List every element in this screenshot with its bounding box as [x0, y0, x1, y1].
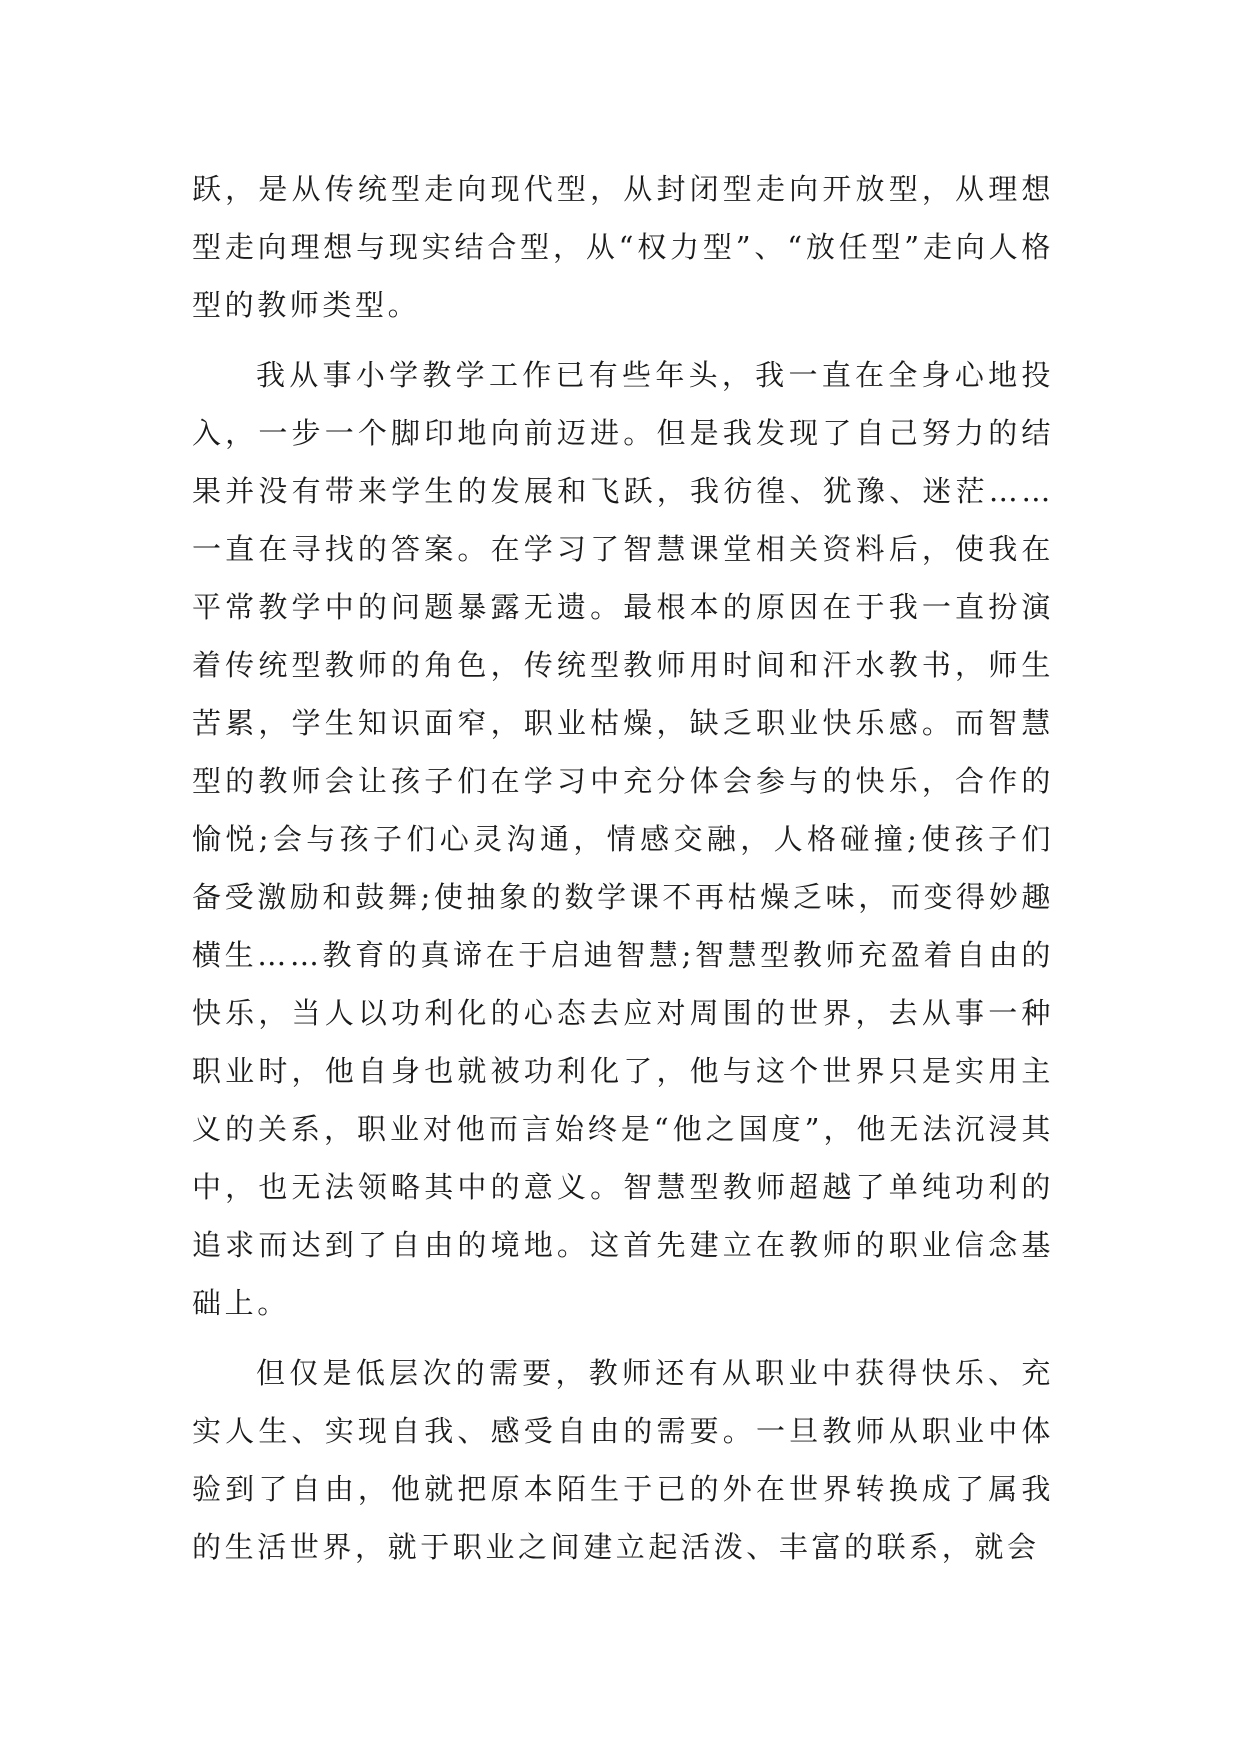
- paragraph-3: 但仅是低层次的需要，教师还有从职业中获得快乐、充实人生、实现自我、感受自由的需要。一旦教师从职业中体验到了自由，他就把原本陌生于已的外在世界转换成了属我的生活世界，就于职业之间建立起活泼、丰富的联系，就会: [192, 1356, 1054, 1564]
- body-text: [192, 160, 1054, 1588]
- paragraph-1: 跃，是从传统型走向现代型，从封闭型走向开放型，从理想型走向理想与现实结合型，从“权力型”、“放任型”走向人格型的教师类型。: [192, 172, 1054, 322]
- paragraph-2: 我从事小学教学工作已有些年头，我一直在全身心地投入，一步一个脚印地向前迈进。但是我发现了自己努力的结果并没有带来学生的发展和飞跃，我彷徨、犹豫、迷茫……一直在寻找的答案。在学习了智慧课堂相关资料后，使我在平常教学中的问题暴露无遗。最根本的原因在于我一直扮演着传统型教师的角色，传统型教师用时间和汗水教书，师生苦累，学生知识面窄，职业枯燥，缺乏职业快乐感。而智慧型的教师会让孩子们在学习中充分体会参与的快乐，合作的愉悦;会与孩子们心灵沟通，情感交融，人格碰撞;使孩子们备受激励和鼓舞;使抽象的数学课不再枯燥乏味，而变得妙趣横生……教育的真谛在于启迪智慧;智慧型教师充盈着自由的快乐，当人以功利化的心态去应对周围的世界，去从事一种职业时，他自身也就被功利化了，他与这个世界只是实用主义的关系，职业对他而言始终是“他之国度”，他无法沉浸其中，也无法领略其中的意义。智慧型教师超越了单纯功利的追求而达到了自由的境地。这首先建立在教师的职业信念基础上。: [192, 358, 1054, 1320]
